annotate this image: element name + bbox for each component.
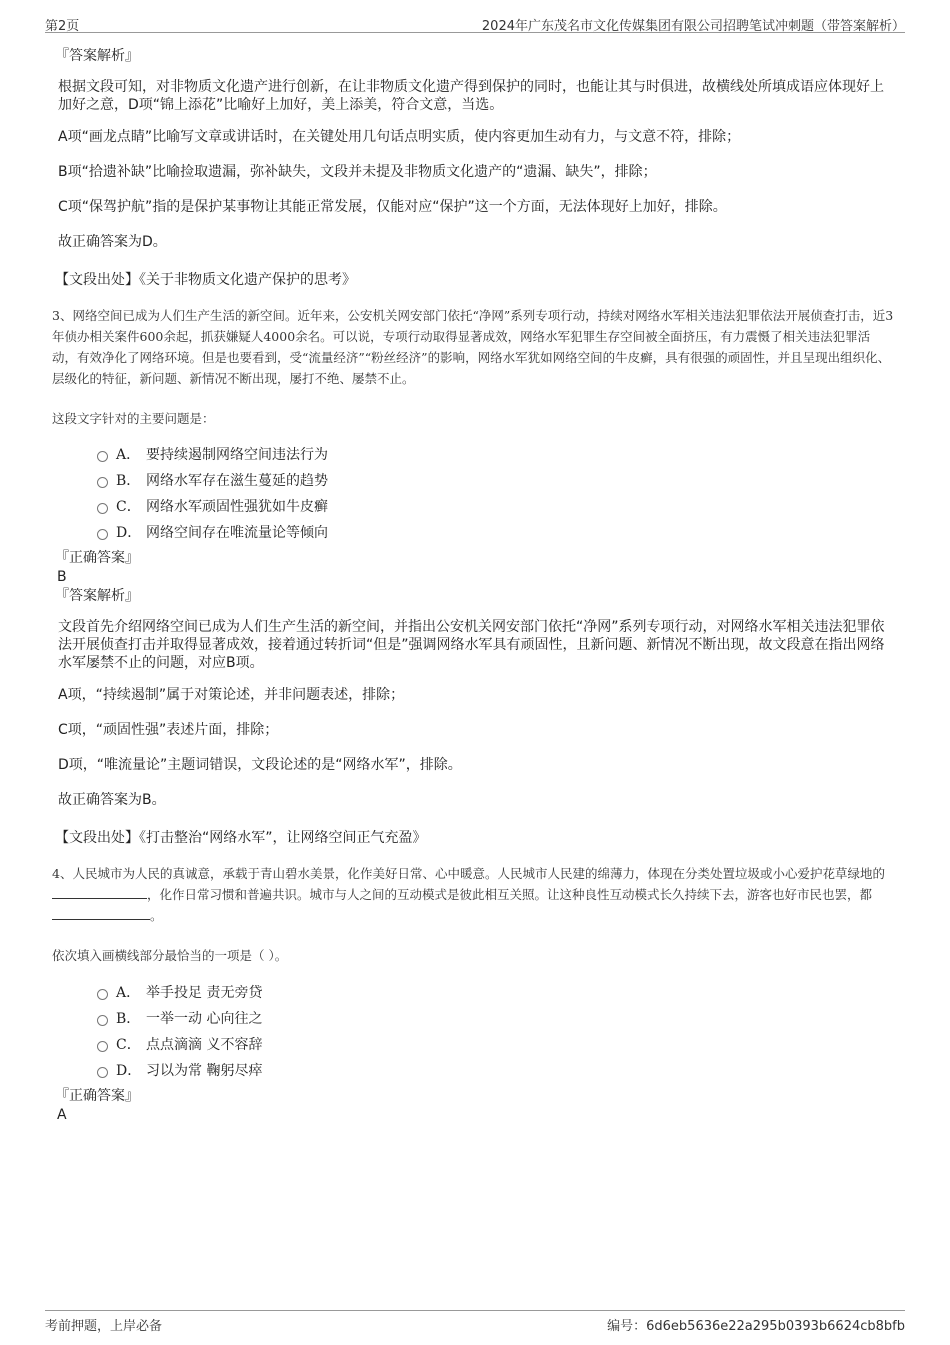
analysis-label: 『答案解析』 [55,588,139,604]
analysis-paragraph: 文段首先介绍网络空间已成为人们生产生活的新空间，并指出公安机关网安部门依托“净网”系列专项行动，对网络水军相关违法犯罪依法开展侦查打击并取得显著成效，接着通过转折词“但是”强调网络水军具有顽固性，且新问题、新情况不断出现，故文段意在指出网络水军屡禁不止的问题，对应B项。 [58,619,885,671]
analysis-paragraph: B项“拾遗补缺”比喻捡取遗漏，弥补缺失，文段并未提及非物质文化遗产的“遗漏、缺失”，排除； [58,164,657,180]
analysis-paragraph: C项，“顽固性强”表述片面，排除； [58,722,279,738]
question-4-options [55,980,895,1084]
option-b[interactable]: B． 网络水军存在滋生蔓延的趋势 [97,468,895,494]
option-a[interactable]: A． 要持续遏制网络空间违法行为 [97,442,895,468]
analysis-label: 『答案解析』 [55,48,139,64]
document-title: 2024年广东茂名市文化传媒集团有限公司招聘笔试冲刺题（带答案解析） [481,19,905,34]
radio-button[interactable] [97,451,108,462]
question-4-text: 4、人民城市为人民的真诚意，承载于青山碧水美景，化作美好日常、心中暖意。人民城市人民建的绵薄力，体现在分类处置垃圾或小心爱护花草绿地的，化作日常习惯和普遍共识。城市与人之间的互动模式是彼此相互关照。让这种良性互动模式长久持续下去，游客也好市民也罢，都。 [52,866,885,923]
radio-button[interactable] [97,1015,108,1026]
page-number: 第2页 [45,19,80,34]
page-content [52,46,895,1124]
question-3-prompt: 这段文字针对的主要问题是： [52,411,215,426]
footer-slogan: 考前押题，上岸必备 [45,1319,163,1334]
question-3-text: 3、网络空间已成为人们生产生活的新空间。近年来，公安机关网安部门依托“净网”系列专项行动，持续对网络水军相关违法犯罪依法开展侦查打击，近3年侦办相关案件600余起，抓获嫌疑人4000余名。可以说，专项行动取得显著成效，网络水军犯罪生存空间被全面挤压，有力震慑了相关违法犯罪活动，有效净化了网络环境。但是也要看到，受“流量经济”“粉丝经济”的影响，网络水军犹如网络空间的牛皮癣，具有很强的顽固性，并且呈现出组织化、层级化的特征，新问题、新情况不断出现，屡打不绝、屡禁不止。 [52,308,894,386]
fill-blank [52,907,150,920]
radio-button[interactable] [97,477,108,488]
question-4-prompt: 依次填入画横线部分最恰当的一项是（ ）。 [52,948,288,963]
option-d[interactable]: D． 习以为常 鞠躬尽瘁 [97,1058,895,1084]
option-b[interactable]: B． 一举一动 心向往之 [97,1006,895,1032]
correct-answer-value: A [57,1107,67,1123]
option-d[interactable]: D． 网络空间存在唯流量论等倾向 [97,520,895,546]
page-header [45,12,905,33]
analysis-paragraph: 故正确答案为D。 [58,234,167,250]
question-3-options [55,442,895,546]
fill-blank [52,886,147,899]
radio-button[interactable] [97,989,108,1000]
radio-button[interactable] [97,1041,108,1052]
correct-answer-value: B [57,569,67,585]
analysis-paragraph: C项“保驾护航”指的是保护某事物让其能正常发展，仅能对应“保护”这一个方面，无法体现好上加好，排除。 [58,199,727,215]
radio-button[interactable] [97,503,108,514]
analysis-paragraph: A项，“持续遏制”属于对策论述，并非问题表述，排除； [58,687,405,703]
analysis-paragraph: A项“画龙点睛”比喻写文章或讲话时，在关键处用几句话点明实质，使内容更加生动有力，与文意不符，排除； [58,129,741,145]
analysis-paragraph: 根据文段可知，对非物质文化遗产进行创新，在让非物质文化遗产得到保护的同时，也能让其与时俱进，故横线处所填成语应体现好上加好之意，D项“锦上添花”比喻好上加好，美上添美，符合文意，当选。 [58,79,884,113]
passage-source: 【文段出处】《关于非物质文化遗产保护的思考》 [55,272,356,288]
option-c[interactable]: C． 网络水军顽固性强犹如牛皮癣 [97,494,895,520]
option-a[interactable]: A． 举手投足 责无旁贷 [97,980,895,1006]
correct-answer-label: 『正确答案』 [55,1088,139,1104]
correct-answer-label: 『正确答案』 [55,550,139,566]
passage-source: 【文段出处】《打击整治“网络水军”，让网络空间正气充盈》 [55,830,427,846]
analysis-paragraph: D项，“唯流量论”主题词错误，文段论述的是“网络水军”，排除。 [58,757,462,773]
option-c[interactable]: C． 点点滴滴 义不容辞 [97,1032,895,1058]
radio-button[interactable] [97,1067,108,1078]
radio-button[interactable] [97,529,108,540]
document-serial: 编号：6d6eb5636e22a295b0393b6624cb8bfb [607,1319,905,1334]
analysis-paragraph: 故正确答案为B。 [58,792,166,808]
page-footer [45,1310,905,1333]
